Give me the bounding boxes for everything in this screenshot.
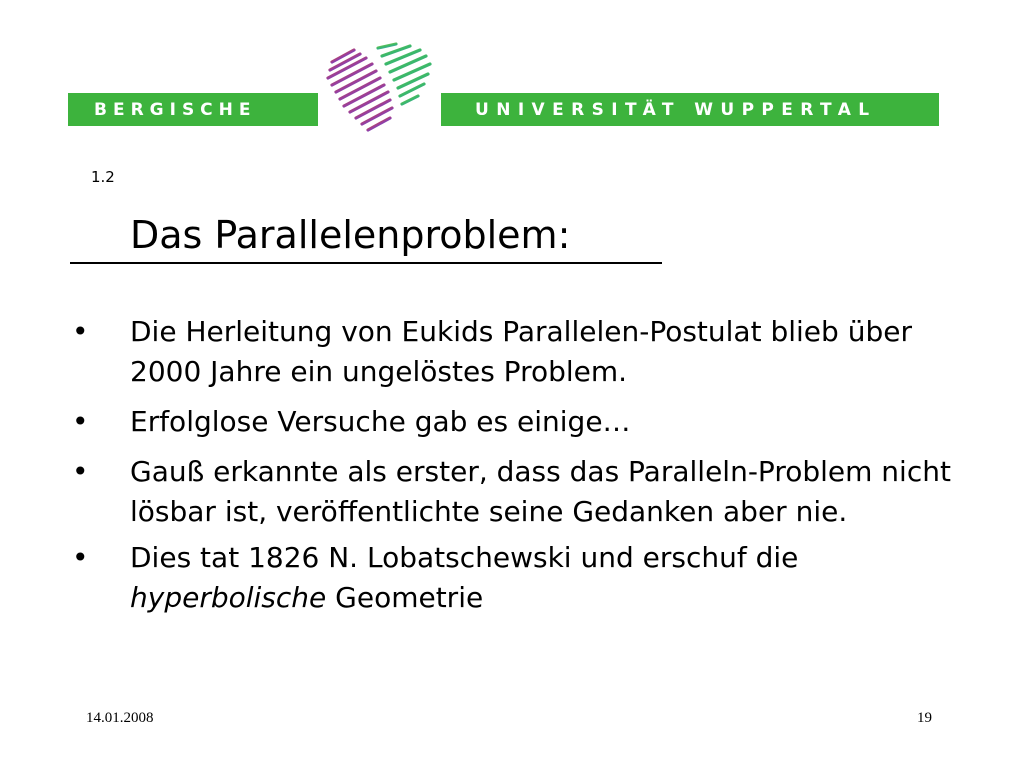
bullet-list [72, 312, 972, 628]
bullet-text-after: Geometrie [326, 581, 484, 614]
bullet-text-italic: hyperbolische [130, 581, 327, 614]
bullet-text [130, 541, 798, 614]
bullet-text: Gauß erkannte als erster, dass das Paralleln-Problem nicht lösbar ist, veröffentlichte seine Gedanken aber nie. [130, 455, 951, 528]
footer-page-number: 19 [917, 710, 932, 726]
university-logo-icon [320, 40, 438, 138]
bullet-text: Erfolglose Versuche gab es einige… [130, 405, 631, 438]
section-number: 1.2 [91, 168, 115, 186]
header-right-text: UNIVERSITÄT WUPPERTAL [475, 99, 877, 120]
header-left-text: BERGISCHE [94, 99, 257, 120]
bullet-item [72, 402, 972, 442]
bullet-item [72, 452, 972, 532]
bullet-item [72, 312, 972, 392]
bullet-dot: • [72, 455, 89, 488]
bullet-text-before: Dies tat 1826 N. Lobatschewski und erschuf die [130, 541, 799, 574]
header-bar-left [68, 93, 318, 126]
bullet-dot: • [72, 405, 89, 438]
bullet-item [72, 538, 972, 618]
slide-title: Das Parallelenproblem: [130, 213, 571, 257]
bullet-dot: • [72, 541, 89, 574]
bullet-dot: • [72, 315, 89, 348]
bullet-text: Die Herleitung von Eukids Parallelen-Postulat blieb über 2000 Jahre ein ungelöstes Problem. [130, 315, 912, 388]
footer-date: 14.01.2008 [86, 710, 154, 726]
header-bar-right [441, 93, 939, 126]
